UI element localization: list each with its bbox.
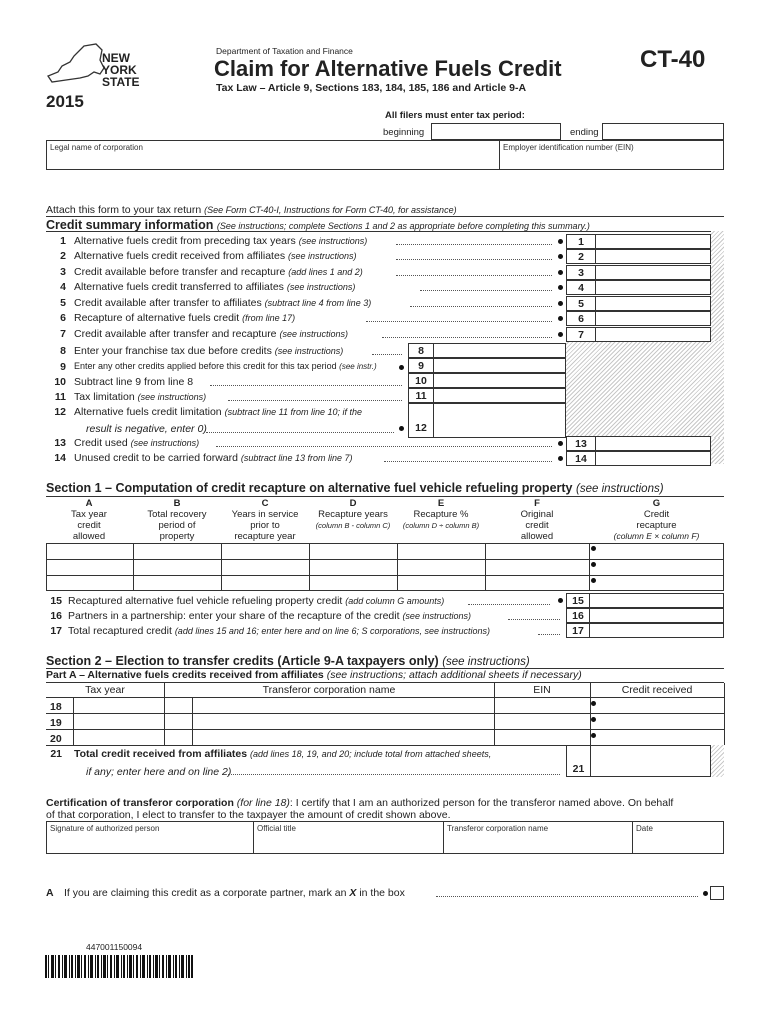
line-9-number: 9 (60, 361, 66, 373)
line-8-text: Enter your franchise tax due before credits (see instructions) (74, 345, 344, 357)
section-2-title (46, 654, 530, 668)
s2-header-ein: EIN (533, 684, 551, 696)
line-10-text: Subtract line 9 from line 8 (74, 376, 194, 388)
line-15-amount[interactable] (589, 593, 724, 608)
section-2-heading: Section 2 – Election to transfer credits (Article 9-A taxpayers only) (46, 654, 439, 668)
date-label: Date (636, 824, 653, 833)
col-f-header: F Original credit allowed (520, 498, 554, 542)
hatched-area-lines-8-12 (566, 341, 724, 438)
line-21-box: 21 (572, 763, 585, 775)
line-3-bullet (558, 270, 563, 275)
partner-text: If you are claiming this credit as a corporate partner, mark an X in the box (64, 887, 405, 899)
line-3-box: 3 (566, 265, 596, 280)
line-4-number: 4 (60, 281, 66, 293)
attach-note-text: Attach this form to your tax return (46, 204, 202, 216)
s1-row1-bullet (591, 546, 596, 551)
line-11-box: 11 (408, 388, 434, 403)
line-17-amount[interactable] (589, 623, 724, 638)
line-13-amount[interactable] (595, 436, 711, 451)
line-10-box: 10 (408, 373, 434, 388)
line-5-bullet (558, 301, 563, 306)
line-9-bullet (399, 365, 404, 370)
line-6-bullet (558, 316, 563, 321)
part-a-heading: Part A – Alternative fuels credits received from affiliates (46, 669, 324, 681)
line-7-box: 7 (566, 327, 596, 342)
attach-note-italic: (See Form CT-40-I, Instructions for Form CT-40, for assistance) (204, 205, 457, 215)
line-12-text: Alternative fuels credit limitation (subtract line 11 from line 10; if the (74, 406, 362, 418)
beginning-date-field[interactable] (431, 123, 561, 140)
s2-row20-bullet (591, 733, 596, 738)
line-9-text: Enter any other credits applied before this credit for this tax period (see instr.) (74, 361, 377, 371)
line-14-amount[interactable] (595, 451, 711, 466)
part-a-title (46, 669, 582, 681)
line-14-box: 14 (566, 451, 596, 466)
ein-label: Employer identification number (EIN) (503, 143, 634, 152)
tax-period-heading: All filers must enter tax period: (385, 110, 525, 121)
line-2-amount[interactable] (595, 249, 711, 264)
line-21-amount[interactable] (590, 745, 711, 777)
logo-text (102, 52, 140, 88)
line-5-amount[interactable] (595, 296, 711, 311)
col-c-header: C Years in service prior to recapture year (231, 498, 299, 542)
section-1-heading: Section 1 – Computation of credit recapture on alternative fuel vehicle refueling property (46, 481, 573, 495)
line-16-number: 16 (50, 610, 62, 622)
attach-note (46, 204, 457, 216)
line-14-text: Unused credit to be carried forward (subtract line 13 from line 7) (74, 452, 353, 464)
line-4-box: 4 (566, 280, 596, 295)
line-12-number: 12 (54, 406, 66, 418)
s2-row-19: 19 (50, 717, 62, 729)
line-6-number: 6 (60, 312, 66, 324)
part-a-note: (see instructions; attach additional sheets if necessary) (326, 669, 582, 681)
ending-label: ending (570, 127, 599, 138)
department-name: Department of Taxation and Finance (216, 46, 353, 56)
line-1-amount[interactable] (595, 234, 711, 249)
line-13-box: 13 (566, 436, 596, 451)
line-6-text: Recapture of alternative fuels credit (from line 17) (74, 312, 296, 324)
s1-row3-bullet (591, 578, 596, 583)
form-number: CT-40 (640, 46, 706, 73)
ny-state-map-logo (44, 42, 106, 90)
line-12-box: 12 (415, 422, 427, 434)
form-year: 2015 (46, 92, 84, 111)
logo-line-1: NEW (102, 51, 130, 65)
barcode-number: 447001150094 (86, 942, 143, 952)
line-17-box: 17 (566, 623, 590, 638)
line-11-number: 11 (54, 391, 66, 403)
line-5-box: 5 (566, 296, 596, 311)
line-8-box: 8 (408, 343, 434, 358)
credit-summary-title (46, 218, 590, 232)
line-12-text-cont: result is negative, enter 0) (86, 423, 207, 435)
signature-label: Signature of authorized person (50, 824, 160, 833)
line-14-bullet (558, 456, 563, 461)
s2-row-18: 18 (50, 701, 62, 713)
line-21-text: Total credit received from affiliates (add lines 18, 19, and 20; include total from attached sheets, (74, 748, 492, 760)
line-11-amount[interactable] (433, 388, 566, 403)
line-15-box: 15 (566, 593, 590, 608)
tax-law-reference: Tax Law – Article 9, Sections 183, 184, 185, 186 and Article 9-A (216, 82, 527, 94)
line-12-bullet (399, 426, 404, 431)
line-16-text: Partners in a partnership: enter your share of the recapture of the credit (see instructions) (68, 610, 471, 622)
line-10-number: 10 (54, 376, 66, 388)
line-7-text: Credit available after transfer and recapture (see instructions) (74, 328, 348, 340)
line-21-number: 21 (50, 748, 62, 760)
s2-header-credit-received: Credit received (621, 684, 693, 696)
col-d-header: D Recapture years (column B - column C) (315, 498, 391, 530)
logo-line-2: YORK (102, 63, 137, 77)
s2-header-tax-year: Tax year (85, 684, 125, 696)
line-4-amount[interactable] (595, 280, 711, 295)
s2-row18-bullet (591, 701, 596, 706)
partner-bullet (703, 891, 708, 896)
s2-row-20: 20 (50, 733, 62, 745)
line-13-number: 13 (54, 437, 66, 449)
line-4-bullet (558, 285, 563, 290)
line-1-box: 1 (566, 234, 596, 249)
col-b-header: B Total recovery period of property (147, 498, 207, 542)
col-g-header: G Credit recapture (column E × column F) (613, 498, 700, 541)
col-a-header: A Tax year credit allowed (71, 498, 107, 542)
section-1-title (46, 481, 664, 495)
line-1-text: Alternative fuels credit from preceding tax years (see instructions) (74, 235, 368, 247)
line-2-bullet (558, 254, 563, 259)
corporate-partner-checkbox[interactable] (710, 886, 724, 900)
legal-name-label: Legal name of corporation (50, 143, 143, 152)
form-title: Claim for Alternative Fuels Credit (214, 56, 562, 81)
credit-summary-note: (See instructions; complete Sections 1 and 2 as appropriate before completing this summary.) (216, 221, 590, 231)
line-4-text: Alternative fuels credit transferred to affiliates (see instructions) (74, 281, 356, 293)
section-1-table (46, 543, 724, 591)
line-2-box: 2 (566, 249, 596, 264)
logo-line-3: STATE (102, 75, 140, 89)
line-2-text: Alternative fuels credit received from affiliates (see instructions) (74, 250, 357, 262)
line-14-number: 14 (54, 452, 66, 464)
line-9-box: 9 (408, 358, 434, 373)
line-3-number: 3 (60, 266, 66, 278)
line-16-amount[interactable] (589, 608, 724, 623)
line-11-text: Tax limitation (see instructions) (74, 391, 207, 403)
certification-text: Certification of transferor corporation (for line 18): I certify that I am an authorized person for the transferor named above. On behalf of that corporation, I elect to transfer to the taxpayer the amount of credit shown above. (46, 797, 674, 821)
line-1-bullet (558, 239, 563, 244)
official-title-label: Official title (257, 824, 296, 833)
certification-title: Certification of transferor corporation (46, 797, 234, 809)
line-3-text: Credit available before transfer and recapture (add lines 1 and 2) (74, 266, 363, 278)
line-5-number: 5 (60, 297, 66, 309)
line-8-number: 8 (60, 345, 66, 357)
line-15-text: Recaptured alternative fuel vehicle refueling property credit (add column G amounts) (68, 595, 445, 607)
line-1-number: 1 (60, 235, 66, 247)
line-17-text: Total recaptured credit (add lines 15 and 16; enter here and on line 6; S corporations, see instructions) (68, 625, 491, 637)
line-17-number: 17 (50, 625, 62, 637)
s1-row2-bullet (591, 562, 596, 567)
line-13-bullet (558, 441, 563, 446)
line-7-amount[interactable] (595, 327, 711, 342)
transferor-name-label: Transferor corporation name (447, 824, 549, 833)
line-7-number: 7 (60, 328, 66, 340)
line-6-amount[interactable] (595, 311, 711, 326)
beginning-label: beginning (383, 127, 425, 138)
partner-letter: A (46, 887, 54, 899)
line-5-text: Credit available after transfer to affiliates (subtract line 4 from line 3) (74, 297, 372, 309)
line-9-amount[interactable] (433, 358, 566, 373)
section-1-note: (see instructions) (576, 483, 664, 495)
line-15-bullet (558, 598, 563, 603)
ending-date-field[interactable] (602, 123, 724, 140)
s2-header-transferor: Transferor corporation name (262, 684, 396, 696)
s2-row19-bullet (591, 717, 596, 722)
section-2-note: (see instructions) (442, 656, 530, 668)
barcode (45, 955, 193, 978)
line-8-amount[interactable] (433, 343, 566, 358)
line-7-bullet (558, 332, 563, 337)
certification-note: (for line 18) (236, 797, 290, 809)
line-16-box: 16 (566, 608, 590, 623)
line-12-amount[interactable] (433, 403, 566, 438)
credit-summary-heading: Credit summary information (46, 218, 214, 232)
hatched-area-s2 (711, 745, 724, 777)
line-21-text-cont: if any; enter here and on line 2) (86, 766, 232, 778)
line-3-amount[interactable] (595, 265, 711, 280)
col-e-header: E Recapture % (column D ÷ column B) (402, 498, 480, 530)
line-15-number: 15 (50, 595, 62, 607)
line-10-amount[interactable] (433, 373, 566, 388)
line-6-box: 6 (566, 311, 596, 326)
line-2-number: 2 (60, 250, 66, 262)
line-13-text: Credit used (see instructions) (74, 437, 200, 449)
